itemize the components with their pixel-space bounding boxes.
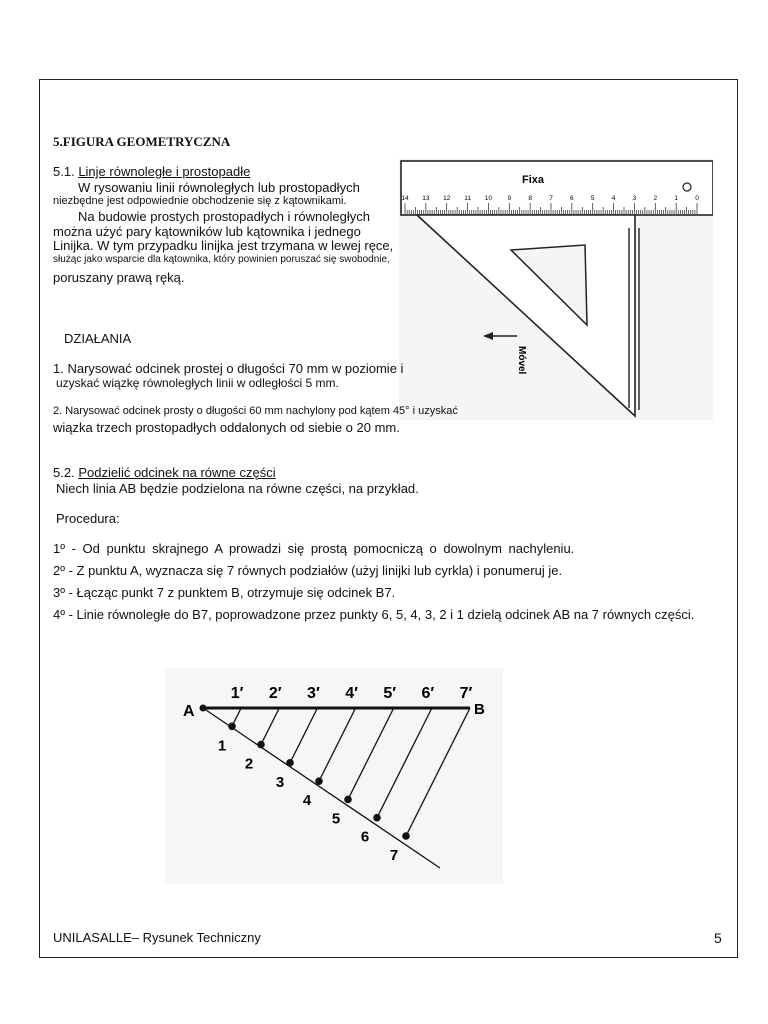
s51-heading-line — [53, 164, 278, 179]
ruler-scale-number: 8 — [528, 195, 532, 202]
point-b-label: B — [474, 701, 485, 718]
division-point — [344, 796, 352, 804]
s52-heading-line — [53, 465, 302, 480]
s52-intro: Niech linia AB będzie podzielona na równe części, na przykład. — [56, 481, 419, 496]
ruler-scale-number: 6 — [570, 195, 574, 202]
action-1-line-1: 1. Narysować odcinek prostej o długości 70 mm w poziomie i — [53, 361, 404, 376]
procedure-step-1: 1º - Od punktu skrajnego A prowadzi się prostą pomocniczą o dowolnym nachyleniu. — [53, 541, 575, 556]
top-division-label: 2′ — [268, 685, 282, 702]
point-a-label: A — [183, 703, 195, 720]
figure-background — [165, 668, 503, 884]
procedure-step-4: 4º - Linie równoległe do B7, poprowadzone przez punkty 6, 5, 4, 3, 2 i 1 dzielą odcinek AB na 7 równych części. — [53, 607, 695, 622]
bottom-division-label: 4 — [302, 792, 312, 810]
bottom-division-label: 2 — [244, 755, 254, 773]
s51-line-2: niezbędne jest odpowiednie obchodzenie się z kątownikami. — [53, 195, 347, 207]
s51-line-3: Na budowie prostych prostopadłych i równoległych — [78, 209, 370, 224]
ruler-hole-icon — [683, 183, 691, 191]
s52-heading: Podzielić odcinek na równe części — [78, 465, 276, 480]
division-point — [402, 832, 410, 840]
ruler-scale-number: 9 — [507, 195, 512, 202]
page-number: 5 — [714, 930, 722, 946]
top-division-label: 4′ — [345, 685, 358, 702]
ruler-scale-number: 5 — [590, 195, 595, 202]
s51-line-6: służąc jako wsparcie dla kątownika, który powinien poruszać się swobodnie, — [53, 254, 390, 265]
section-title: 5.FIGURA GEOMETRYCZNA — [53, 134, 231, 149]
s51-number: 5.1. — [53, 164, 75, 179]
segment-division-figure — [165, 668, 503, 884]
s51-line-1: W rysowaniu linii równoległych lub prostopadłych — [78, 180, 360, 195]
ruler-scale-number: 0 — [695, 195, 699, 202]
action-1-line-2: uzyskać wiązkę równoległych linii w odległości 5 mm. — [56, 376, 339, 390]
ruler-scale-number: 10 — [484, 195, 493, 202]
ruler-scale-number: 12 — [443, 195, 451, 202]
top-division-label: 3′ — [307, 685, 320, 702]
division-point — [228, 722, 236, 730]
top-division-label: 1′ — [230, 685, 244, 702]
top-division-label: 5′ — [383, 685, 397, 702]
s51-line-7: poruszany prawą ręką. — [53, 270, 185, 285]
division-point — [315, 777, 323, 785]
ruler-scale-number: 7 — [549, 195, 553, 202]
point-a-dot — [200, 705, 207, 712]
ruler-scale-number: 1 — [674, 195, 678, 202]
action-2-line-2: wiązka trzech prostopadłych oddalonych od siebie o 20 mm. — [53, 420, 400, 435]
s51-line-5: Linijka. W tym przypadku linijka jest trzymana w lewej ręce, — [53, 238, 394, 253]
procedure-step-3: 3º - Łącząc punkt 7 z punktem B, otrzymuje się odcinek B7. — [53, 585, 396, 600]
ruler-fixed-label: Fixa — [522, 174, 545, 186]
s51-heading: Linje równoległe i prostopadłe — [78, 164, 251, 179]
actions-heading: DZIAŁANIA — [64, 331, 132, 346]
procedure-step-2: 2º - Z punktu A, wyznacza się 7 równych podziałów (użyj linijki lub cyrkla) i ponumeruj je. — [53, 563, 563, 578]
ruler-set-square-figure — [399, 158, 713, 420]
top-division-label: 6′ — [421, 685, 435, 702]
ruler-scale-number: 14 — [401, 195, 409, 202]
ruler-scale-number: 3 — [632, 195, 637, 202]
bottom-division-label: 3 — [275, 773, 285, 791]
ruler-body — [401, 161, 713, 215]
bottom-division-label: 1 — [217, 737, 227, 755]
division-point — [286, 759, 294, 767]
ruler-scale-number: 4 — [611, 195, 616, 202]
procedure-label: Procedura: — [56, 511, 120, 526]
ruler-scale-numbers — [401, 195, 699, 202]
bottom-division-label: 7 — [389, 847, 399, 864]
action-2-line-1: 2. Narysować odcinek prosty o długości 60 mm nachylony pod kątem 45° i uzyskać — [53, 405, 458, 417]
bottom-division-label: 5 — [331, 810, 341, 828]
footer-text: UNILASALLE– Rysunek Techniczny — [53, 930, 261, 945]
division-point — [257, 741, 265, 749]
bottom-division-label: 6 — [360, 828, 370, 846]
s52-number: 5.2. — [53, 465, 75, 480]
division-point — [373, 814, 381, 822]
ruler-scale-number: 11 — [464, 195, 471, 202]
ruler-scale-number: 13 — [422, 195, 430, 202]
set-square-movable-label: Móvel — [516, 346, 527, 375]
s51-line-4: można użyć pary kątowników lub kątownika i jednego — [53, 224, 361, 239]
ruler-scale-number: 2 — [653, 195, 658, 202]
top-division-label: 7′ — [459, 685, 473, 702]
